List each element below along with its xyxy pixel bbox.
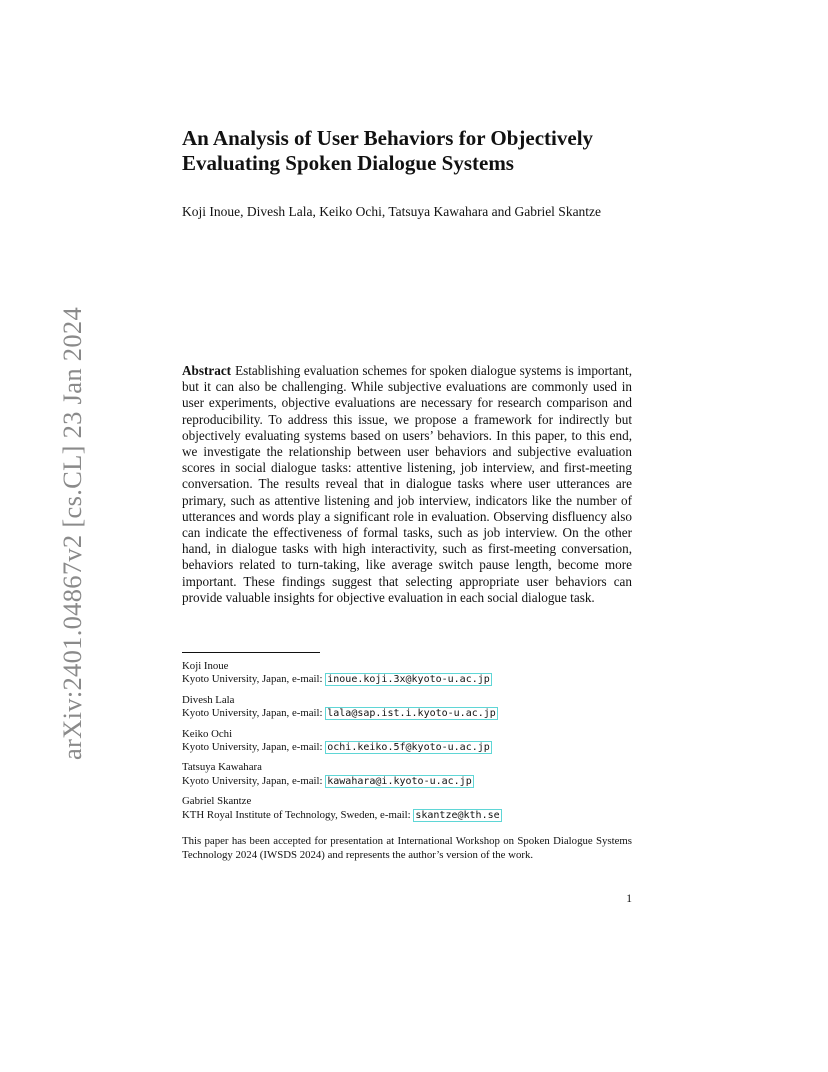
affiliation-org: Kyoto University, Japan, e-mail:	[182, 741, 326, 754]
email-link[interactable]: ochi.keiko.5f@kyoto-u.ac.jp	[327, 742, 490, 754]
email-link[interactable]: kawahara@i.kyoto-u.ac.jp	[327, 775, 472, 787]
affiliation-entry	[182, 660, 632, 687]
arxiv-identifier: arXiv:2401.04867v2 [cs.CL] 23 Jan 2024	[57, 306, 87, 760]
affiliation-entry	[182, 694, 632, 721]
abstract-text: Establishing evaluation schemes for spoken dialogue systems is important, but it can also be challenging. While subjective evaluations are commonly used in user experiments, objective evaluations are necessary for research comparison and reproducibility. To address this issue, we propose a framework for indirectly but objectively evaluating systems based on users’ behaviors. In this paper, to this end, we investigate the relationship between user behaviors and subjective evaluation scores in social dialogue tasks: attentive listening, job interview, and first-meeting conversation. The results reveal that in dialogue tasks where user utterances are primary, such as attentive listening and job interview, indicators like the number of utterances and words play a significant role in evaluation. Observing disfluency also can indicate the effectiveness of formal tasks, such as job interview. On the other hand, in dialogue tasks with high interactivity, such as first-meeting conversation, behaviors related to turn-taking, like average switch pause length, become more important. These findings suggest that selecting appropriate user behaviors can provide valuable insights for objective evaluation in each social dialogue task.	[182, 363, 632, 605]
abstract	[182, 363, 632, 606]
affiliation-line	[182, 673, 632, 686]
page-number: 1	[626, 893, 632, 905]
affiliation-name: Divesh Lala	[182, 693, 235, 706]
affiliation-entry	[182, 795, 632, 822]
affiliation-name: Keiko Ochi	[182, 727, 233, 740]
affiliation-line	[182, 775, 632, 788]
affiliations	[182, 660, 632, 829]
affiliation-line	[182, 809, 632, 822]
affiliation-name: Gabriel Skantze	[182, 795, 252, 808]
affiliation-entry	[182, 761, 632, 788]
affiliation-org: KTH Royal Institute of Technology, Sweden, e-mail:	[182, 808, 414, 821]
paper-title: An Analysis of User Behaviors for Objectively Evaluating Spoken Dialogue Systems	[182, 126, 594, 175]
email-link[interactable]: lala@sap.ist.i.kyoto-u.ac.jp	[327, 708, 496, 720]
affiliation-org: Kyoto University, Japan, e-mail:	[182, 707, 326, 720]
author-list: Koji Inoue, Divesh Lala, Keiko Ochi, Tatsuya Kawahara and Gabriel Skantze	[182, 204, 602, 219]
affiliation-name: Koji Inoue	[182, 660, 229, 672]
publication-note: This paper has been accepted for presentation at International Workshop on Spoken Dialogue Systems Technology 2024 (IWSDS 2024) and represents the author’s version of the work.	[182, 835, 632, 861]
email-link[interactable]: skantze@kth.se	[415, 809, 500, 821]
abstract-label: Abstract	[182, 363, 232, 378]
affiliation-line	[182, 707, 632, 720]
affiliation-org: Kyoto University, Japan, e-mail:	[182, 673, 326, 686]
affiliation-name: Tatsuya Kawahara	[182, 761, 262, 774]
footnote-rule	[182, 652, 320, 653]
affiliation-line	[182, 741, 632, 754]
email-link[interactable]: inoue.koji.3x@kyoto-u.ac.jp	[327, 674, 490, 686]
affiliation-entry	[182, 728, 632, 755]
affiliation-org: Kyoto University, Japan, e-mail:	[182, 774, 326, 787]
arxiv-stamp	[22, 300, 87, 760]
